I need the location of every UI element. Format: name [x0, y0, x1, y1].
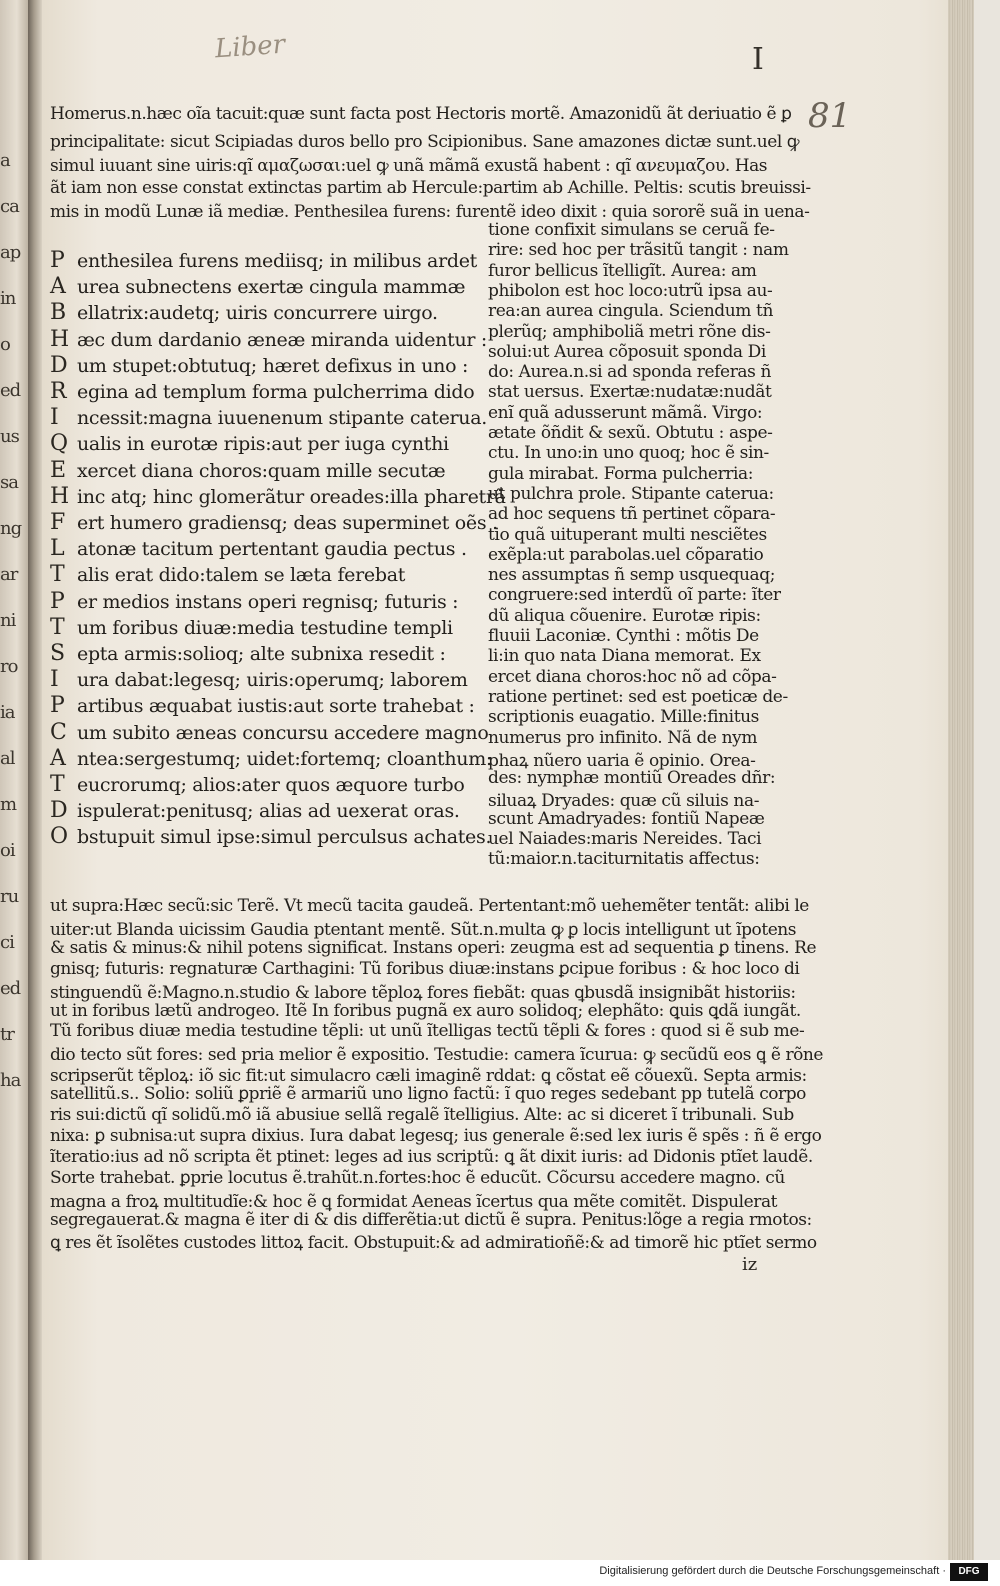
verse-initial: H	[50, 326, 70, 352]
verse-line: bstupuit simul ipse:simul perculsus achates.	[77, 826, 492, 849]
verse-line: ert humero gradiensq; deas superminet oẽs .	[77, 512, 498, 534]
bottom-line: ĩteratio:ius ad nõ scripta ẽt ptinet: leges ad ius scriptũ: ꝗ ãt dixit iuris: ad Didonis ptĩet laudẽ.	[50, 1146, 813, 1167]
verse-initial: D	[50, 798, 68, 824]
bottom-line: ut in foribus lætũ androgeo. Itẽ In foribus pugnã ex auro solidoq; elephãto: ꝗuis ꝗdã iungãt.	[50, 1000, 801, 1021]
verse-line: ualis in eurotæ ripis:aut per iuga cynthi	[77, 433, 449, 456]
left-page-text-fragment: tr	[0, 1024, 14, 1045]
verse-line: um stupet:obtutuq; hæret defixus in uno :	[77, 354, 469, 377]
commentary-line: ætate õñdit & sexũ. Obtutu : aspe-	[488, 423, 773, 443]
verse-initial: Q	[50, 431, 69, 457]
left-page-text-fragment: al	[0, 748, 15, 769]
verse-initial: D	[50, 352, 68, 378]
left-page-text-fragment: sa	[0, 472, 18, 493]
bottom-line: stinguendũ ẽ:Magno.n.studio & labore tẽploꝝ fores fiebãt: quas ꝗbusdã insignibãt historiis:	[50, 982, 796, 1003]
left-page-text-fragment: ng	[0, 518, 22, 539]
verse-initial: A	[50, 274, 66, 300]
commentary-line: rea:an aurea cingula. Sciendum tñ	[488, 301, 774, 322]
manuscript-page-number: 81	[808, 96, 852, 136]
bottom-line: scripserũt tẽploꝝ: iõ sic fit:ut simulacro cæli imaginẽ rddat: ꝗ cõstat eẽ cõuexũ. Septa armis:	[50, 1066, 807, 1087]
intro-line: Homerus.n.hæc oĩa tacuit:quæ sunt facta post Hectoris mortẽ. Amazonidũ ãt deriuatio ẽ ꝑ	[50, 104, 792, 124]
folio-number: I	[752, 42, 764, 77]
left-page-text-fragment: ru	[0, 886, 19, 907]
left-page-text-fragment: ar	[0, 564, 18, 585]
verse-line: eucrorumq; alios:ater quos æquore turbo	[77, 774, 465, 796]
commentary-line: dũ aliqua cõuenire. Eurotæ ripis:	[488, 605, 761, 626]
commentary-line: ratione pertinet: sed est poeticæ de-	[488, 686, 788, 707]
verse-initial: B	[50, 300, 67, 326]
signature-mark: iz	[742, 1254, 758, 1275]
verse-line: epta armis:solioq; alte subnixa resedit :	[77, 643, 446, 665]
verse-initial: O	[50, 824, 69, 850]
commentary-line: furor bellicus ĩtelligĩt. Aurea: am	[488, 260, 757, 281]
commentary-line: tione confixit simulans se ceruã fe-	[488, 220, 775, 240]
verse-line: ispulerat:penitusq; alias ad uexerat oras.	[77, 800, 460, 823]
left-page-text-fragment: ha	[0, 1070, 21, 1091]
verse-initial: S	[50, 641, 66, 666]
left-page-text-fragment: in	[0, 288, 16, 309]
bottom-line: magna a froꝝ multitudĩe:& hoc ẽ ꝗ formidat Aeneas ĩcertus qua mẽte comitẽt. Dispulerat	[50, 1191, 778, 1212]
bottom-line: ut supra:Hæc secũ:sic Terẽ. Vt mecũ tacita gaudeã. Pertentant:mõ uehemẽter tentãt: alibi le	[50, 896, 809, 916]
left-page-text-fragment: a	[0, 150, 10, 171]
verse-initial: E	[50, 457, 67, 483]
left-page-text-fragment: us	[0, 426, 19, 447]
verse-initial: P	[50, 693, 65, 719]
verse-initial: L	[50, 536, 65, 562]
verse-line: enthesilea furens mediisq; in milibus ardet	[77, 250, 478, 272]
bottom-line: uiter:ut Blanda uicissim Gaudia ptentant mentẽ. Sũt.n.multa ꝙ ꝑ locis intelligunt ut ĩpotens	[50, 919, 797, 940]
verse-line: ura dabat:legesq; uiris:operumq; laborem	[77, 669, 468, 692]
commentary-line: ad hoc sequens tñ pertinet cõpara-	[488, 504, 776, 525]
intro-line: simul iuuant sine uiris:qĩ αμαζωσαι:uel ꝙ unã mãmã exustã habent : qĩ ανευμαζου. Has	[50, 156, 768, 176]
left-page-text-fragment: ap	[0, 242, 21, 263]
left-page-text-fragment: ia	[0, 702, 15, 723]
digitization-credit: Digitalisierung gefördert durch die Deutsche Forschungsgemeinschaft ·	[599, 1565, 946, 1577]
commentary-line: ctu. In uno:in uno quoq; hoc ẽ sin-	[488, 443, 769, 464]
commentary-line: phibolon est hoc loco:utrũ ipsa au-	[488, 280, 773, 301]
bottom-line: ꝗ res ẽt ĩsolẽtes custodes littoꝝ facit. Obstupuit:& ad admiratioñẽ:& ad timorẽ hic ptĩet sermo	[50, 1233, 817, 1254]
commentary-line: plerũq; amphiboliã metri rõne dis-	[488, 321, 771, 342]
bottom-line: Sorte trahebat. ꝑprie locutus ẽ.trahũt.n.fortes:hoc ẽ educũt. Cõcursu accedere magno. cũ	[50, 1167, 785, 1188]
verse-initial: T	[50, 562, 65, 588]
intro-line: mis in modũ Lunæ iã mediæ. Penthesilea furens: furentẽ ideo dixit : quia sororẽ suã in uena-	[50, 202, 810, 222]
bottom-line: nixa: ꝑ subnisa:ut supra dixius. Iura dabat legesq; ius generale ẽ:sed lex iuris ẽ spẽs : ñ ẽ ergo	[50, 1125, 822, 1146]
commentary-line: des: nymphæ montiũ Oreades dñr:	[488, 768, 776, 789]
bottom-line: ris sui:dictũ qĩ solidũ.mõ iã abusiue sellã regalẽ ĩtelligius. Alte: ac si diceret ĩ tribunali. Sub	[50, 1105, 794, 1125]
verse-initial: P	[50, 248, 65, 273]
bottom-line: & satis & minus:& nihil potens significat. Instans operi: zeugma est ad sequentia ꝑ tinens. Re	[50, 937, 817, 958]
page-block-edge	[948, 0, 974, 1560]
bottom-line: Tũ foribus diuæ media testudine tẽpli: ut unũ ĩtelligas tectũ tẽpli & fores : quod si ẽ sub me-	[50, 1021, 805, 1042]
left-page-text-fragment: ni	[0, 610, 16, 631]
bottom-line: segregauerat.& magna ẽ iter di & dis differẽtia:ut dictũ ẽ supra. Penitus:lõge a regia rmotos:	[50, 1209, 812, 1230]
commentary-line: rire: sed hoc per trãsitũ tangit : nam	[488, 240, 789, 261]
verse-line: atonæ tacitum pertentant gaudia pectus .	[77, 538, 467, 561]
verse-initial: A	[50, 745, 66, 771]
commentary-line: exẽpla:ut parabolas.uel cõparatio	[488, 544, 764, 565]
verse-initial: C	[50, 719, 67, 745]
verse-line: ellatrix:audetq; uiris concurrere uirgo.	[77, 302, 438, 325]
verse-initial: T	[50, 614, 65, 640]
verse-initial: P	[50, 588, 65, 614]
verse-line: ncessit:magna iuuenenum stipante caterua.	[77, 407, 487, 430]
verse-line: egina ad templum forma pulcherrima dido	[77, 381, 475, 403]
verse-line: æc dum dardanio æneæ miranda uidentur :	[77, 328, 488, 351]
dfg-logo: DFG	[950, 1563, 988, 1581]
bottom-line: gnisq; futuris: regnaturæ Carthagini: Tũ foribus diuæ:instans ꝑcipue foribus : & hoc loco di	[50, 958, 800, 979]
commentary-line: nes assumptas ñ semp usquequaq;	[488, 565, 776, 586]
left-page-text-fragment: ro	[0, 656, 18, 677]
bottom-line: dio tecto sũt fores: sed pria melior ẽ expositio. Testudie: camera ĩcurua: ꝙ secũdũ eos ꝗ ẽ rõne	[50, 1045, 824, 1066]
verse-line: um subito æneas concursu accedere magno	[77, 721, 489, 744]
commentary-line: fluuii Laconiæ. Cynthi : mõtis De	[488, 626, 759, 646]
left-page-text-fragment: o	[0, 334, 10, 355]
footer-bar	[0, 1560, 1000, 1586]
commentary-line: congruere:sed interdũ oĩ parte: ĩter	[488, 585, 781, 606]
commentary-line: uel Naiades:maris Nereides. Taci	[488, 829, 762, 849]
commentary-line: tio quã uituperant multi nesciẽtes	[488, 524, 767, 545]
left-page-edge	[0, 0, 28, 1560]
verse-initial: I	[50, 667, 59, 693]
commentary-line: numerus pro infinito. Nã de nym	[488, 727, 758, 748]
commentary-line: do: Aurea.n.si ad sponda referas ñ	[488, 362, 772, 383]
left-page-text-fragment: ed	[0, 978, 21, 999]
verse-line: artibus æquabat iustis:aut sorte trahebat :	[77, 695, 475, 718]
verse-initial: H	[50, 483, 70, 509]
left-page-text-fragment: ed	[0, 380, 21, 401]
verse-line: alis erat dido:talem se læta ferebat	[77, 564, 406, 587]
commentary-line: scriptionis euagatio. Mille:finitus	[488, 707, 760, 728]
commentary-line: ut pulchra prole. Stipante caterua:	[488, 483, 774, 504]
commentary-line: stat uersus. Exertæ:nudatæ:nudãt	[488, 382, 772, 403]
manuscript-heading: Liber	[214, 29, 287, 65]
commentary-line: scunt Amadryades: fontiũ Napeæ	[488, 808, 765, 829]
commentary-line: gula mirabat. Forma pulcherria:	[488, 463, 754, 484]
left-page-text-fragment: m	[0, 794, 17, 815]
book-gutter	[28, 0, 42, 1560]
verse-line: xercet diana choros:quam mille secutæ	[77, 459, 446, 482]
commentary-line: li:in quo nata Diana memorat. Ex	[488, 646, 761, 667]
commentary-line: tũ:maior.n.taciturnitatis affectus:	[488, 849, 760, 870]
verse-initial: F	[50, 510, 66, 535]
verse-line: urea subnectens exertæ cingula mammæ	[77, 276, 466, 299]
intro-line: ãt iam non esse constat extinctas partim ab Hercule:partim ab Achille. Peltis: scutis breuissi-	[50, 177, 811, 198]
verse-line: inc atq; hinc glomerãtur oreades:illa pharetrã	[77, 485, 506, 508]
verse-line: um foribus diuæ:media testudine templi	[77, 616, 453, 639]
commentary-line: siluaꝝ Dryades: quæ cũ siluis na-	[488, 791, 760, 812]
verse-initial: T	[50, 772, 65, 797]
bottom-line: satellitũ.s.. Solio: soliũ ꝑpriẽ ẽ armariũ uno ligno factũ: ĩ quo reges sedebant pp tutelã corpo	[50, 1084, 806, 1105]
verse-initial: R	[50, 379, 67, 404]
left-page-text-fragment: ca	[0, 196, 19, 217]
left-page-text-fragment: oi	[0, 840, 15, 861]
commentary-line: phaꝝ nũero uaria ẽ opinio. Orea-	[488, 750, 756, 771]
intro-line: principalitate: sicut Scipiadas duros bello pro Scipionibus. Sane amazones dictæ sunt.uel ꝙ	[50, 131, 800, 152]
verse-initial: I	[50, 405, 59, 431]
commentary-line: solui:ut Aurea cõposuit sponda Di	[488, 341, 766, 362]
commentary-line: ercet diana choros:hoc nõ ad cõpa-	[488, 666, 777, 687]
verse-line: er medios instans operi regnisq; futuris :	[77, 590, 459, 613]
commentary-line: enĩ quã adusserunt mãmã. Virgo:	[488, 402, 763, 423]
verse-line: ntea:sergestumq; uidet:fortemq; cloanthum:	[77, 747, 493, 770]
left-page-text-fragment: ci	[0, 932, 14, 953]
